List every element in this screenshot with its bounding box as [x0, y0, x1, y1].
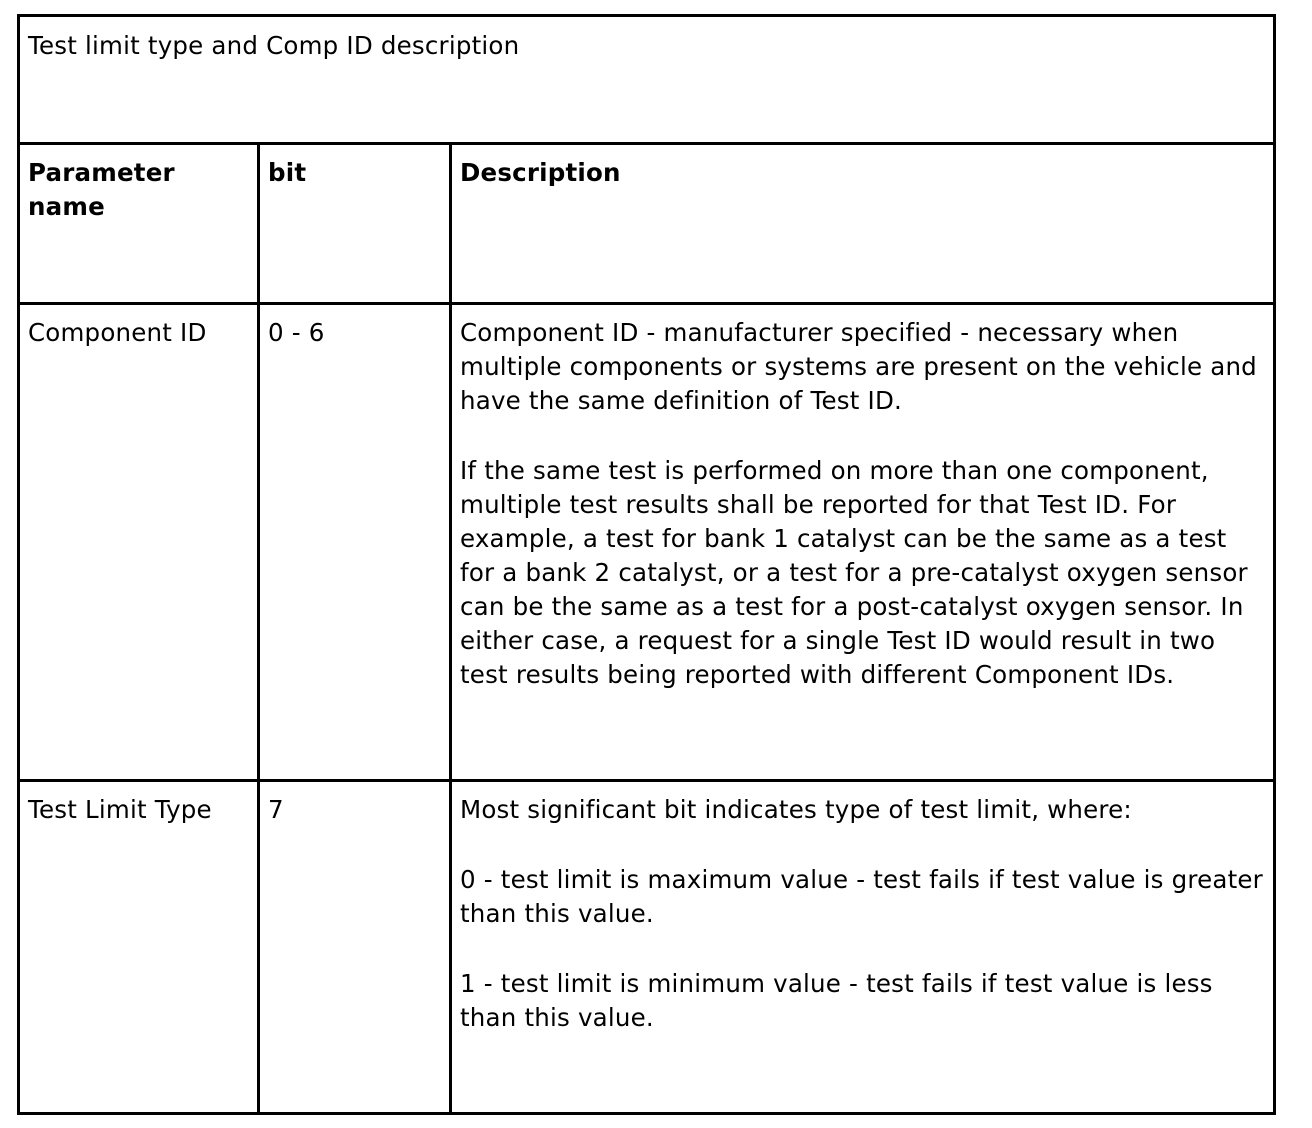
parameter-name: Component ID — [28, 318, 207, 347]
table-row — [19, 781, 1275, 1114]
bit-cell — [259, 781, 451, 1114]
description-paragraph: Most significant bit indicates type of test limit, where: — [460, 795, 1132, 824]
parameter-name-cell — [19, 304, 259, 781]
header-description-cell — [451, 144, 1275, 304]
test-limit-table — [17, 14, 1276, 1115]
description-paragraph: Component ID - manufacturer specified - necessary when multiple components or systems are present on the vehicle and have the same definition of Test ID. — [460, 318, 1257, 415]
parameter-name: Test Limit Type — [28, 795, 212, 824]
header-parameter-name-cell — [19, 144, 259, 304]
bit-value: 7 — [268, 795, 284, 824]
table-title-cell — [19, 16, 1275, 144]
description-paragraph: If the same test is performed on more than one component, multiple test results shall be reported for that Test ID. For example, a test for bank 1 catalyst can be the same as a test for a bank 2 catalyst, or a test for a pre-catalyst oxygen sensor can be the same as a test for a post-catalyst oxygen sensor. In either case, a request for a single Test ID would result in two test results being reported with different Component IDs. — [460, 456, 1248, 689]
description-paragraph: 0 - test limit is maximum value - test fails if test value is greater than this value. — [460, 865, 1263, 928]
table-title: Test limit type and Comp ID description — [28, 31, 520, 60]
parameter-name-cell — [19, 781, 259, 1114]
table-row — [19, 304, 1275, 781]
header-bit: bit — [268, 158, 307, 187]
header-parameter-name: Parameter name — [28, 158, 175, 221]
bit-cell — [259, 304, 451, 781]
header-bit-cell — [259, 144, 451, 304]
description-cell — [451, 304, 1275, 781]
bit-value: 0 - 6 — [268, 318, 325, 347]
description-cell — [451, 781, 1275, 1114]
description-paragraph: 1 - test limit is minimum value - test fails if test value is less than this value. — [460, 969, 1213, 1032]
table-header-row — [19, 144, 1275, 304]
header-description: Description — [460, 158, 621, 187]
